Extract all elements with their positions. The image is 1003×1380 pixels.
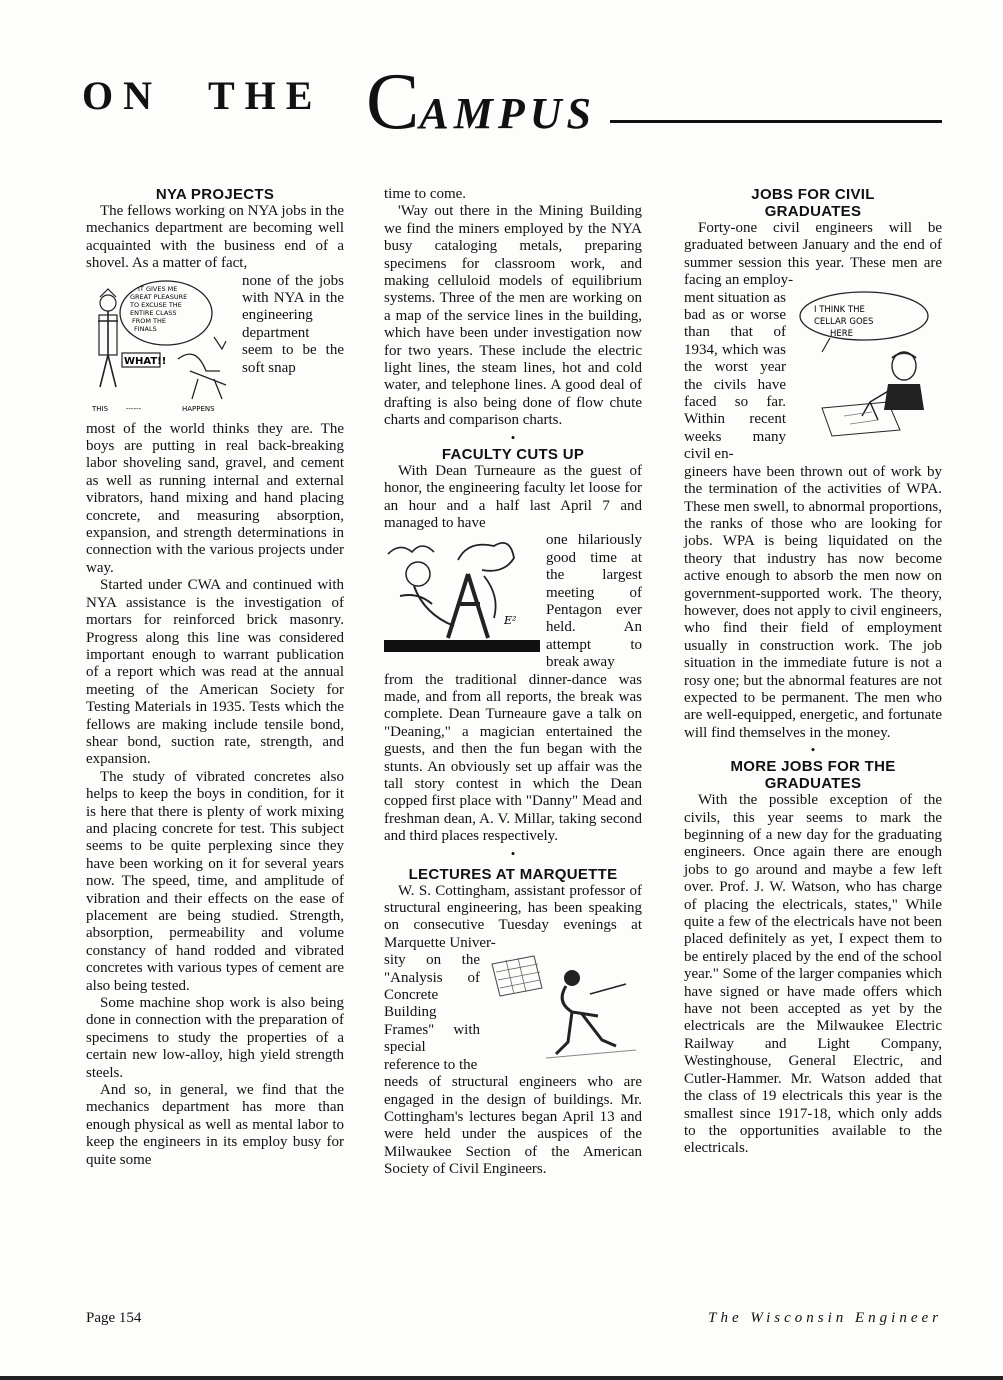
column-2 [384,186,642,1179]
section-bullet-3: • [810,742,816,758]
magazine-name: The Wisconsin Engineer [708,1310,942,1326]
civil-para-lead: Forty-one civil engineers will be graduated between January and the end of summer session this year. These men are facing an employ- [684,220,942,289]
bubble-line-5: FROM THE [132,316,167,325]
cartoon-faculty [384,534,540,654]
bubble-line-6: FINALS [134,324,157,333]
bubble-line-4: ENTIRE CLASS [130,308,177,317]
bubble-line-2: GREAT PLEASURE [130,292,188,301]
cartoon-shout: WHAT!! [124,355,167,367]
masthead [82,58,942,146]
cartoon-lecturer [486,954,642,1066]
masthead-campus-initial: C [366,58,420,146]
bubble-line-1: IT GIVES ME [138,284,178,293]
bottom-edge [0,1376,1003,1380]
page-number: Page 154 [86,1310,142,1326]
cellar-bubble-line-3: HERE [830,328,854,339]
more-jobs-para: With the possible exception of the civils, this year seems to mark the beginning of a new day for the graduating engineers. Once again there are enough jobs to go around and maybe a few left over. Prof. J. W. Watson, who has charge of placing the electricals, states," While quite a few of the electricals have not been placed definitely as yet, I expect them to be entirely placed by the end of the school year." Some of the larger companies which have signed or have made offers which have not been accepted as yet by the electricals are the Milwaukee Electric Railway and Light Company, Westinghouse, General Electric, and Cutler-Hammer. Mr. Watson added that the class of 19 electricals this year is the smallest since 1917-18, which only adds to the opportunities available to the electricals. [684,792,942,1157]
masthead-campus-rest: AMPUS [419,89,596,138]
lectures-para-lead: W. S. Cottingham, assistant professor of structural engineering, has been speaking on consecutive Tuesday evenings at Marquette Univer- [384,882,642,951]
heading-nya-projects: NYA PROJECTS [155,186,275,203]
faculty-para-wrap: one hilariously good time at the largest meeting of Pentagon ever held. An attempt to break away [546,532,642,671]
mining-para: 'Way out there in the Mining Building we find the miners employed by the NYA busy cataloging metals, preparing specimens for classroom work, and making celluloid models of equilibrium systems. Three of the men are working on a map of the service lines in the building, which have been under investigation now for two years. These include the electric light lines, the steam lines, hot and cold water, and telephone lines. A good deal of drafting is also being done of flow chute charts and comparison charts. [384,203,642,429]
nya-para-1-wrap: none of the jobs with NYA in the engineering department seem to be the soft snap [242,272,344,376]
heading-more-jobs: MORE JOBS FOR THE GRADUATES [730,758,896,793]
cartoon-cellar-drawing [792,290,942,440]
faculty-para-tail: from the traditional dinner-dance was made, and from all reports, the break was complete. Dean Turneaure gave a talk on "Deaning," a magician entertained the guests, and then the fun began with the stunts. An obviously set up affair was the tall story contest in which the Dean copped first place with "Danny" Mead and freshman dean, A. V. Millar, taking second and third places respectively. [384,671,642,845]
section-bullet-2: • [510,845,516,861]
column-1 [86,186,344,1169]
faculty-para-lead: With Dean Turneaure as the guest of honor, the engineering faculty let loose for an hour and a half last April 7 and managed to have [384,462,642,531]
civil-para-tail: gineers have been thrown out of work by the termination of the activities of WPA. These men swell, to abnormal proportions, the ranks of those who are looking for jobs. WPA is being liquidated on the theory that industry has now become active enough to absorb the men now on government-supported work. The theory, however, does not apply to civil engineers, who find their field of employment usually in construction work. The job situation in the immediate future is not a rosy one; but the abnormal features are not expected to be permanent. The men who are well-equipped, energetic, and fortunate will find themselves in the money. [684,463,942,741]
cartoon-professor-finals [86,275,236,417]
heading-lectures-marquette: LECTURES AT MARQUETTE [408,865,618,883]
lectures-para-wrap: sity on the "Analysis of Concrete Building Frames" with special reference to the [384,952,480,1073]
nya-para-4: Some machine shop work is also being done in connection with the preparation of specimens to study the properties of a certain new low-alloy, high yield strength steels. [86,995,344,1081]
nya-para-3: The study of vibrated concretes also helps to keep the boys in condition, for it is here that there is plenty of work mixing and placing concrete for test. This subject seems to be quite perplexing since they have been working on it for several years now. The speed, time, and amplitude of vibration and their effects on the ease of placement are being studied. Strength, absorption, permeability and volume constancy of hand rodded and vibrated concretes with various types of cement are also being tested. [86,768,344,994]
masthead-campus [366,58,596,154]
cartoon-lecturer-drawing [486,954,642,1066]
civil-para-wrap: ment situation as bad as or worse than that of 1934, which was the worst year the civils have faced so far. Within recent weeks many civil en- [684,289,786,463]
cartoon-caption-left: THIS [92,404,109,413]
cartoon-faculty-drawing [384,534,540,654]
heading-faculty-cuts-up: FACULTY CUTS UP [441,445,585,463]
nya-para-1-lead: The fellows working on NYA jobs in the mechanics department are becoming well acquainted with the business end of a shovel. As a matter of fact, [86,203,344,272]
nya-para-1-tail: most of the world thinks they are. The boys are putting in real back-breaking labor shoveling sand, gravel, and cement as well as running internal and external vibrators, hand mixing and hand placing concrete, and measuring absorption, expansion, and strength determinations in connection with the various projects under way. [86,420,344,576]
masthead-the: THE [208,73,323,118]
heading-jobs-civil: JOBS FOR CIVIL GRADUATES [751,186,875,220]
cartoon-cellar [792,290,942,440]
nya-para-2: Started under CWA and continued with NYA assistance is the investigation of mortars for reinforced brick masonry. Progress along this line was considered important enough to warrant publication of a report which was read at the annual meeting of the American Society for Testing Materials in 1935. Tests which the fellows are making include tensile bond, shear bond, suction rate, strength, and expansion. [86,577,344,768]
masthead-on: ON [82,73,162,118]
cellar-bubble-line-1: I THINK THE [814,304,865,315]
cartoon-caption-right: HAPPENS [182,404,215,413]
bubble-line-3: TO EXCUSE THE [130,300,182,309]
cartoon-signature: E² [504,614,517,628]
nya-para-5: And so, in general, we find that the mechanics department has more than enough physical as well as mental labor to keep the engineers in its employ busy for quite some [86,1082,344,1168]
masthead-rule [610,120,942,123]
cartoon-caption-mid: ------ [126,404,142,413]
nya-continued: time to come. [384,186,467,202]
column-3 [684,186,942,1158]
lectures-para-tail: needs of structural engineers who are engaged in the design of buildings. Mr. Cottingham's lectures began April 13 and were held under the auspices of the Milwaukee Section of the American Society of Civil Engineers. [384,1074,642,1178]
cellar-bubble-line-2: CELLAR GOES [814,316,874,327]
cartoon-professor-drawing [86,275,236,417]
section-bullet-1: • [510,429,516,445]
